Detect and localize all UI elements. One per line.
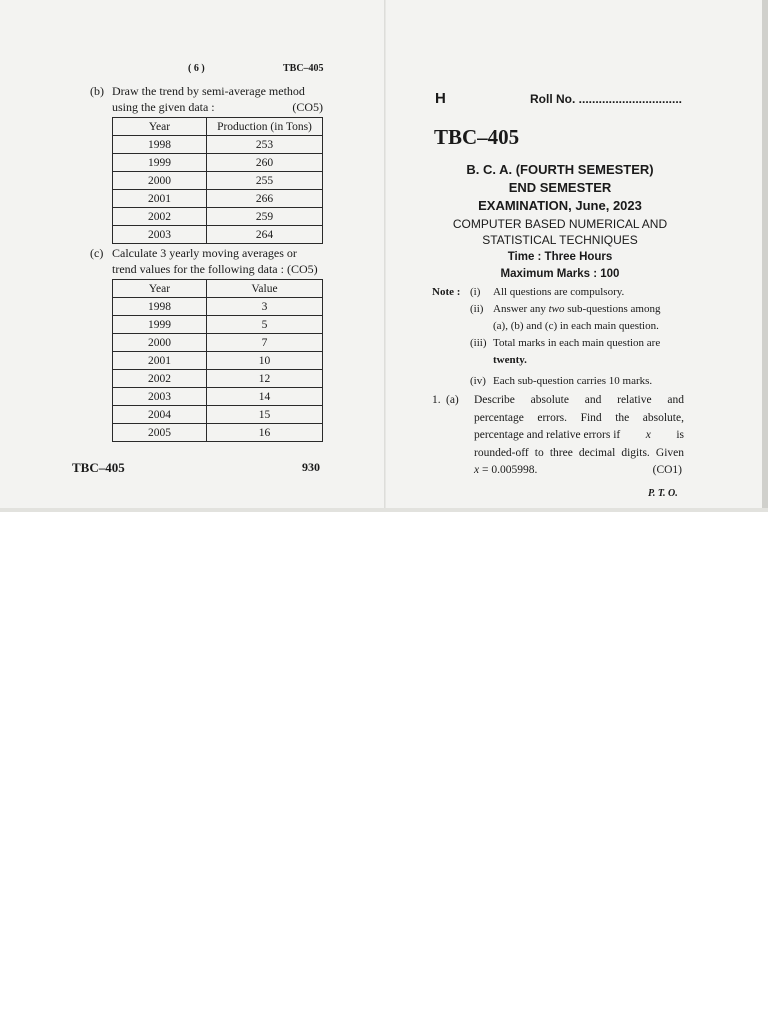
table-header-row (113, 118, 323, 136)
table-row (113, 208, 323, 226)
page-number: ( 6 ) (188, 63, 205, 74)
table-header-row (113, 280, 323, 298)
year-cell: 2000 (113, 334, 207, 352)
column-header-year: Year (113, 280, 207, 298)
table-row (113, 190, 323, 208)
year-cell: 2003 (113, 226, 207, 244)
production-cell: 266 (207, 190, 323, 208)
column-header-value: Value (207, 280, 323, 298)
question-b-co: (CO5) (292, 100, 323, 114)
table-row (113, 406, 323, 424)
variable-x: x (645, 429, 651, 441)
value-cell: 15 (207, 406, 323, 424)
variable-x: x (474, 464, 480, 476)
value-cell: 5 (207, 316, 323, 334)
roll-number-field: Roll No. ............................... (530, 92, 683, 106)
year-cell: 2000 (113, 172, 207, 190)
note-iv-label: (iv) (470, 375, 486, 387)
table-row (113, 172, 323, 190)
page-fold (384, 0, 386, 512)
please-turn-over: P. T. O. (648, 488, 678, 499)
exam-title-line2: EXAMINATION, June, 2023 (478, 198, 642, 213)
table-row (113, 388, 323, 406)
note-iii-label: (iii) (470, 337, 487, 349)
footer-number: 930 (302, 460, 320, 474)
value-cell: 7 (207, 334, 323, 352)
subject-line1: COMPUTER BASED NUMERICAL AND (452, 217, 668, 231)
question-1a-line2: percentage errors. Find the absolute, (474, 411, 684, 424)
year-cell: 1999 (113, 154, 207, 172)
note-i-label: (i) (470, 286, 481, 298)
production-cell: 253 (207, 136, 323, 154)
table-row (113, 424, 323, 442)
note-iii-line1: Total marks in each main question are (493, 337, 661, 349)
question-1a-label: (a) (446, 394, 459, 406)
question-1a-co: (CO1) (652, 464, 682, 476)
year-cell: 2004 (113, 406, 207, 424)
footer-paper-code: TBC–405 (72, 460, 125, 475)
scan-edge (762, 0, 768, 512)
table-row (113, 334, 323, 352)
exam-title-line1: END SEMESTER (508, 180, 612, 195)
table-row (113, 316, 323, 334)
value-cell: 3 (207, 298, 323, 316)
time-allowed: Time : Three Hours (507, 251, 613, 263)
year-cell: 1998 (113, 136, 207, 154)
question-b-line1: Draw the trend by semi-average method (112, 84, 305, 98)
maximum-marks: Maximum Marks : 100 (500, 268, 620, 280)
note-ii-label: (ii) (470, 303, 484, 315)
note-label: Note : (432, 286, 461, 298)
scan-bottom-edge (0, 508, 768, 512)
note-i-text: All questions are compulsory. (493, 286, 625, 298)
paper-code-title: TBC–405 (434, 125, 520, 149)
question-c-line2: trend values for the following data : (CO5) (112, 262, 318, 276)
question-c (90, 245, 323, 277)
production-cell: 255 (207, 172, 323, 190)
question-c-label: (c) (90, 246, 104, 260)
value-cell: 10 (207, 352, 323, 370)
question-1a-line4: rounded-off to three decimal digits. Given (474, 446, 684, 459)
note-ii-text-a: Answer any (493, 303, 546, 315)
year-cell: 2005 (113, 424, 207, 442)
note-iii-line2: twenty. (493, 354, 527, 366)
year-cell: 2003 (113, 388, 207, 406)
table-row (113, 136, 323, 154)
instructions-note (432, 284, 688, 395)
year-cell: 2002 (113, 370, 207, 388)
table-row (113, 226, 323, 244)
year-cell: 1998 (113, 298, 207, 316)
table-row (113, 352, 323, 370)
question-1a-line5: = 0.005998. (481, 464, 538, 476)
question-1-number: 1. (432, 394, 441, 406)
value-cell: 16 (207, 424, 323, 442)
note-ii-emphasis: two (548, 303, 565, 315)
value-table (112, 279, 323, 442)
production-cell: 260 (207, 154, 323, 172)
value-cell: 12 (207, 370, 323, 388)
year-cell: 2002 (113, 208, 207, 226)
production-cell: 264 (207, 226, 323, 244)
year-cell: 1999 (113, 316, 207, 334)
question-1a-line3a: percentage and relative errors if (474, 429, 621, 441)
note-ii-line2: (a), (b) and (c) in each main question. (493, 320, 659, 332)
note-iv-text: Each sub-question carries 10 marks. (493, 375, 653, 387)
year-cell: 2001 (113, 352, 207, 370)
column-header-year: Year (113, 118, 207, 136)
question-b-line2: using the given data : (112, 100, 215, 114)
value-cell: 14 (207, 388, 323, 406)
question-c-line1: Calculate 3 yearly moving averages or (112, 246, 297, 260)
table-row (113, 298, 323, 316)
year-cell: 2001 (113, 190, 207, 208)
header-paper-code: TBC–405 (283, 63, 324, 74)
production-table (112, 117, 323, 244)
question-b (90, 83, 323, 115)
question-1a (432, 392, 684, 480)
note-ii-text-b: sub-questions among (567, 303, 661, 315)
column-header-production: Production (in Tons) (207, 118, 323, 136)
subject-line2: STATISTICAL TECHNIQUES (482, 233, 638, 247)
question-1a-line1: Describe absolute and relative and (474, 394, 684, 406)
question-1a-line3b: is (676, 429, 684, 441)
table-row (113, 370, 323, 388)
set-letter: H (435, 90, 446, 107)
production-cell: 259 (207, 208, 323, 226)
course-title: B. C. A. (FOURTH SEMESTER) (466, 162, 654, 177)
table-row (113, 154, 323, 172)
question-b-label: (b) (90, 84, 104, 98)
